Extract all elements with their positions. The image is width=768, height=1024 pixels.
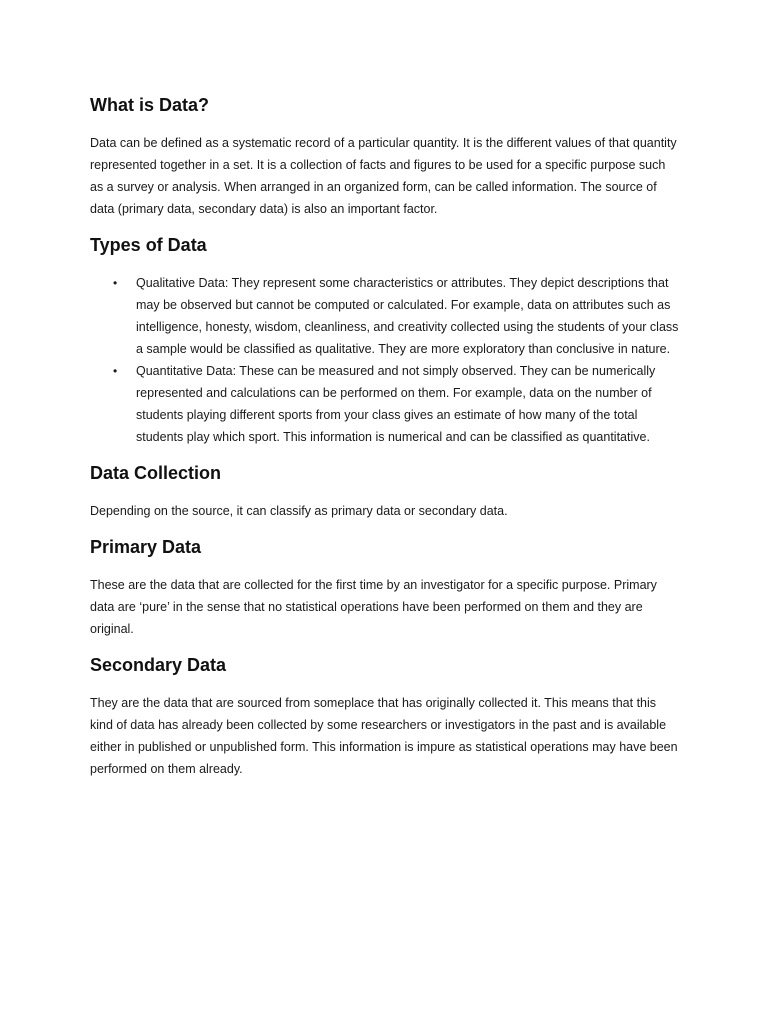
- types-of-data-list: [90, 272, 680, 448]
- heading-what-is-data: What is Data?: [90, 95, 210, 115]
- bullet-icon: •: [113, 276, 118, 290]
- bullet-icon: •: [113, 364, 118, 378]
- section-types-of-data: [90, 232, 680, 448]
- heading-data-collection: Data Collection: [90, 463, 222, 483]
- section-primary-data: [90, 534, 680, 640]
- heading-primary-data: Primary Data: [90, 537, 202, 557]
- section-data-collection: [90, 460, 680, 522]
- section-secondary-data: [90, 652, 680, 780]
- section-what-is-data: [90, 92, 680, 220]
- list-item-text: Quantitative Data: These can be measured and not simply observed. They can be numerically represented and calculations can be performed on them. For example, data on the number of students playing different sports from your class gives an estimate of how many of the total students play which sport. This information is numerical and can be classified as quantitative.: [136, 364, 656, 444]
- list-item-qualitative: [90, 272, 680, 360]
- list-item-text: Qualitative Data: They represent some characteristics or attributes. They depict descriptions that may be observed but cannot be computed or calculated. For example, data on attributes such as intelligence, honesty, wisdom, cleanliness, and creativity collected using the students of your class a sample would be classified as qualitative. They are more exploratory than conclusive in nature.: [136, 276, 679, 356]
- document-page: [90, 92, 680, 792]
- paragraph-data-collection: Depending on the source, it can classify as primary data or secondary data.: [90, 504, 508, 518]
- paragraph-secondary-data: They are the data that are sourced from someplace that has originally collected it. This means that this kind of data has already been collected by some researchers or investigators in the past and is available either in published or unpublished form. This information is impure as statistical operations may have been performed on them already.: [90, 696, 678, 776]
- paragraph-primary-data: These are the data that are collected for the first time by an investigator for a specific purpose. Primary data are ‘pure’ in the sense that no statistical operations have been performed on them and they are original.: [90, 578, 657, 636]
- paragraph-what-is-data: Data can be defined as a systematic record of a particular quantity. It is the different values of that quantity represented together in a set. It is a collection of facts and figures to be used for a specific purpose such as a survey or analysis. When arranged in an organized form, can be called information. The source of data (primary data, secondary data) is also an important factor.: [90, 136, 677, 216]
- heading-types-of-data: Types of Data: [90, 235, 207, 255]
- heading-secondary-data: Secondary Data: [90, 655, 227, 675]
- list-item-quantitative: [90, 360, 680, 448]
